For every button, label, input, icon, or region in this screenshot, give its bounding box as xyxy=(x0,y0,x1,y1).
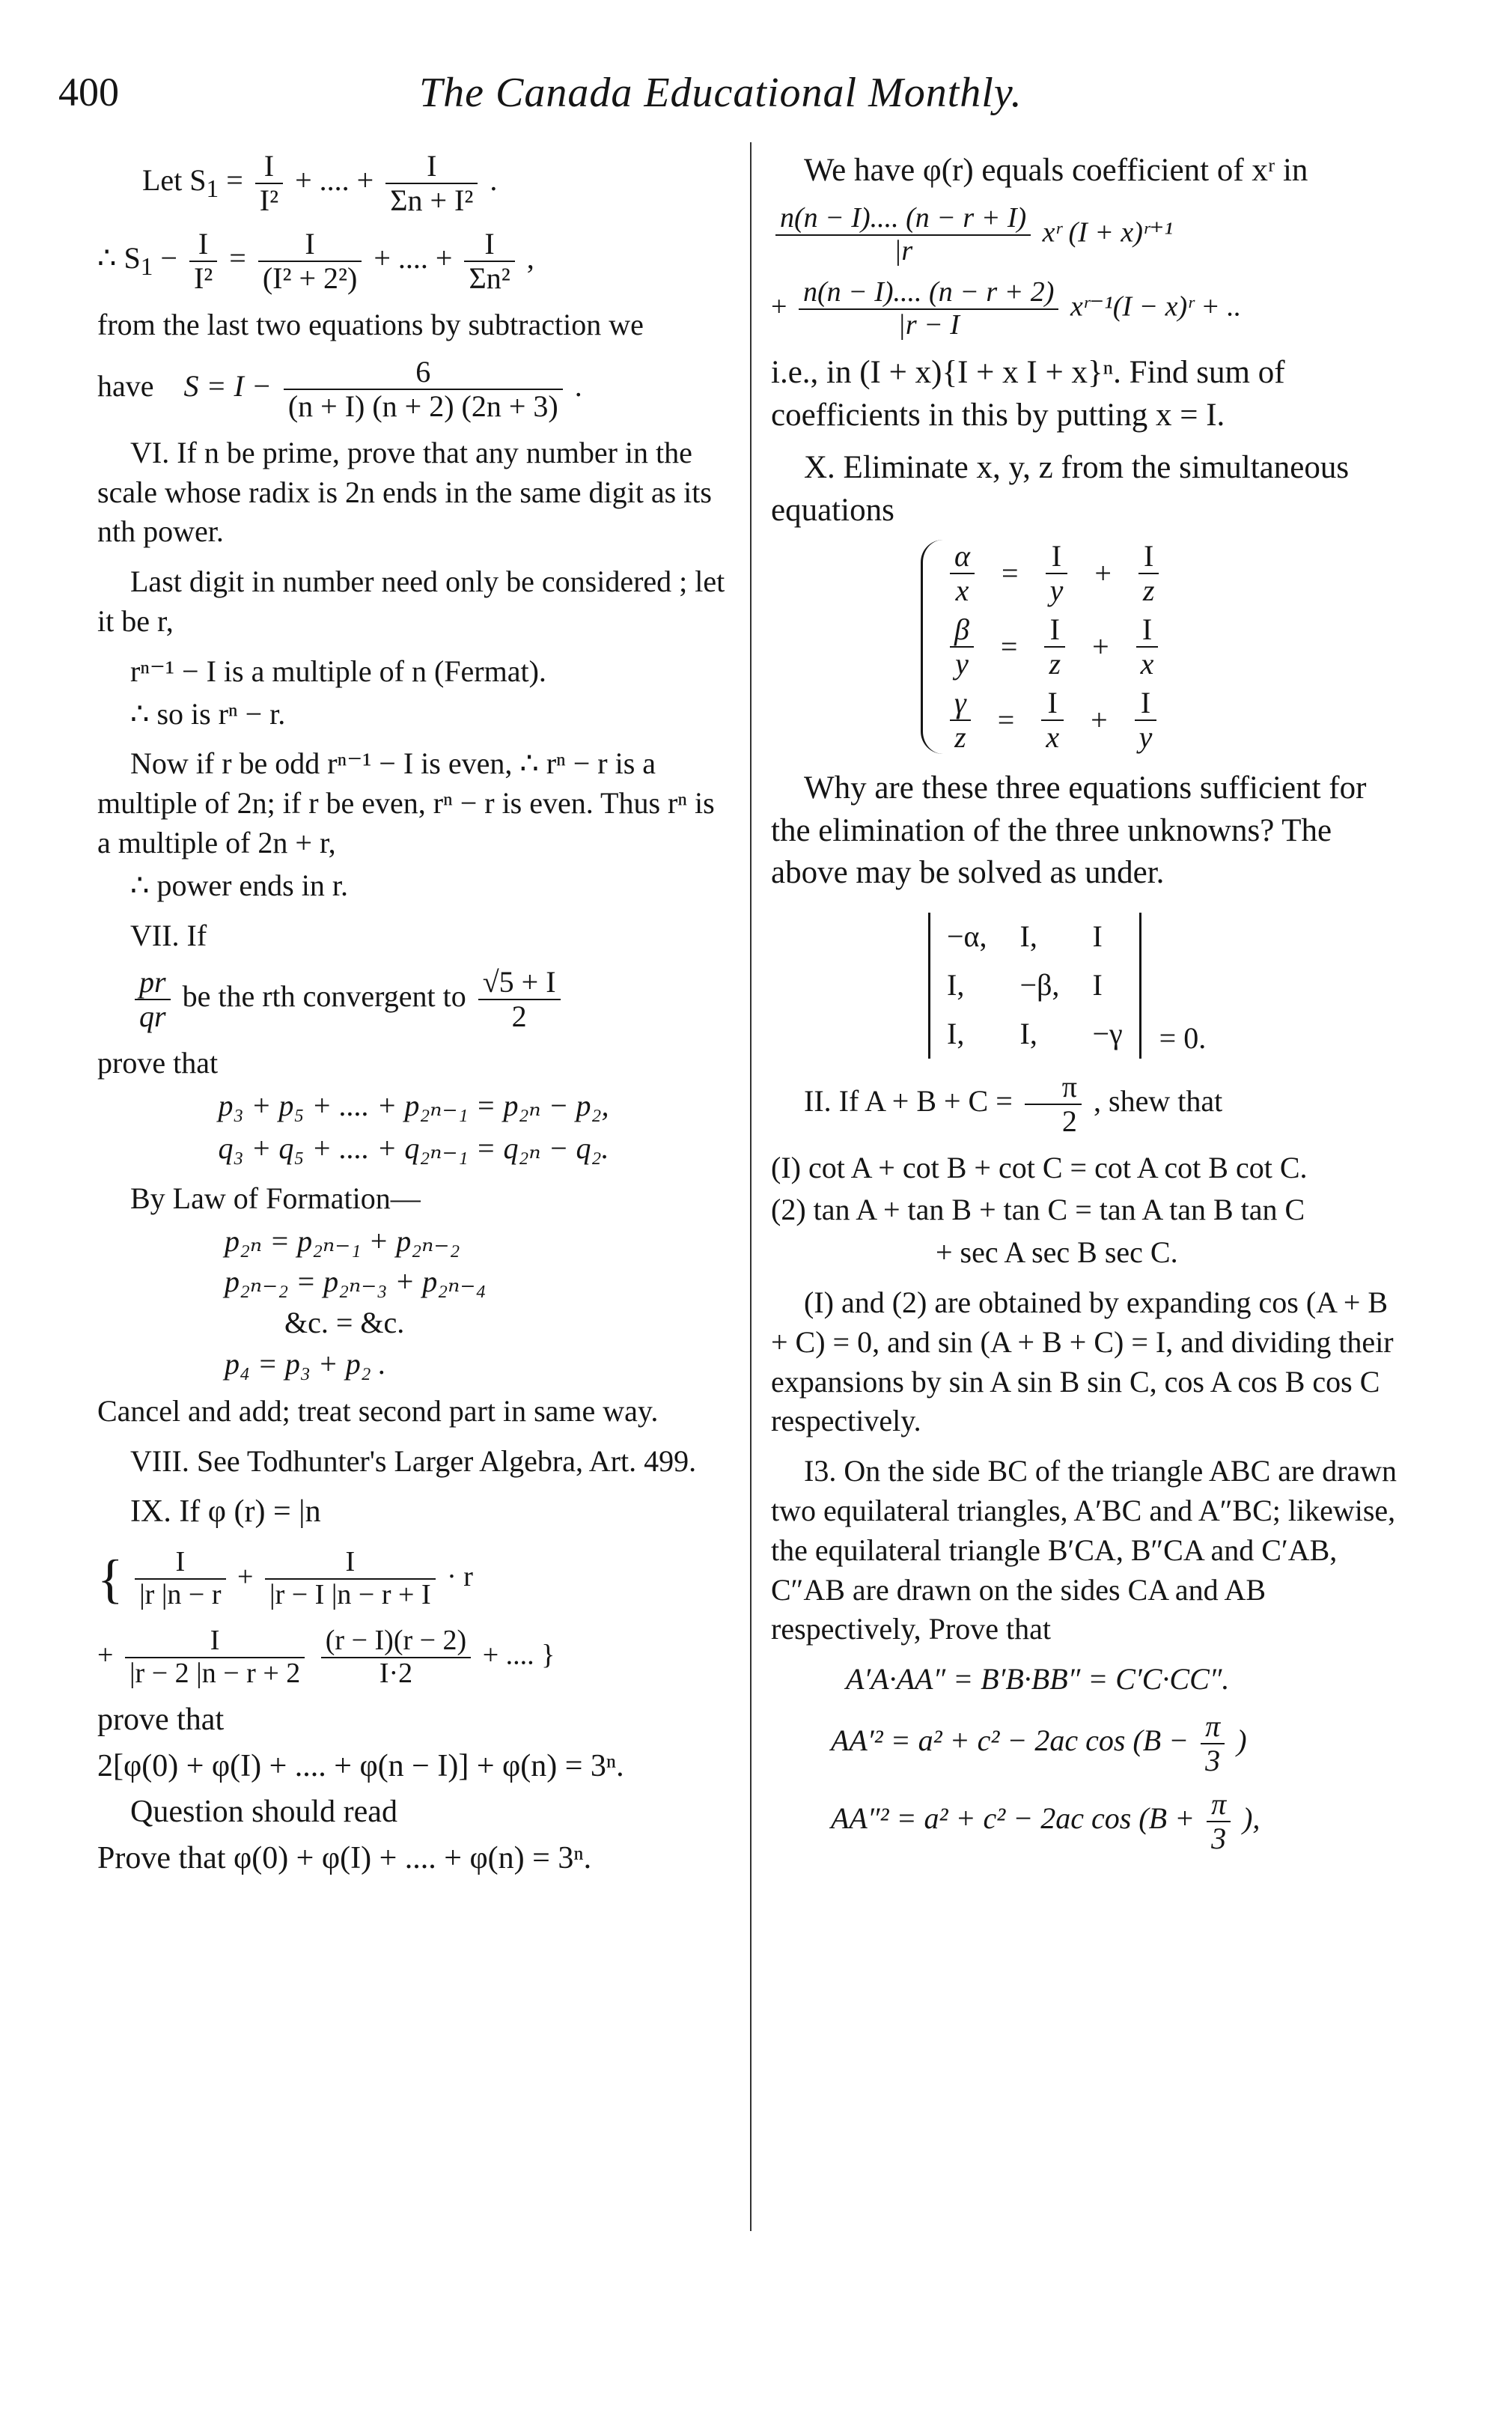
ix-series-2: + $\frac{I}{|r - 2 |n - r + 2}$ $\frac{(r - I)(r - 2)}{I\cdot 2}$ + .... } xyxy=(97,1624,555,1689)
vi-last-digit: Last digit in number need only be considered ; let it be r, xyxy=(97,565,725,638)
have-equation: have S = I − $\frac{6}{(n + I) (n + 2) (2n + 3)}$ . xyxy=(97,354,582,423)
vii-l2: p₂ₙ₋₂ = p₂ₙ₋₃ + p₂ₙ₋₄ xyxy=(225,1265,487,1299)
problem-vii: VII. If xyxy=(130,918,207,952)
ix-prove: prove that xyxy=(97,1703,225,1738)
vii-l4: p₄ = p₃ + p₂ . xyxy=(225,1346,386,1381)
ix-question: Question should read xyxy=(130,1795,397,1830)
ix-eq2: Prove that φ(0) + φ(I) + .... + φ(n) = 3ⁿ. xyxy=(97,1840,592,1875)
determinant-equals: = 0. xyxy=(1159,1020,1207,1055)
right-column xyxy=(771,150,1407,1866)
vi-fermat: rⁿ⁻¹ − I is a multiple of n (Fermat). xyxy=(130,654,546,688)
equation-row: α x = I y + I z xyxy=(945,540,1407,607)
running-title: The Canada Educational Monthly. xyxy=(419,70,1022,116)
problem-vi: VI. If n be prime, prove that any number in the scale whose radix is 2n ends in the same digit as its nth power. xyxy=(97,435,712,549)
ie-text: i.e., in (I + x){I + x I + x}ⁿ. Find sum of coefficients in this by putting x = I. xyxy=(771,354,1285,433)
r-expansion-2: + $\frac{n(n - I).... (n - r + 2)}{|r - I}$ xʳ⁻¹(I − x)ʳ + .. xyxy=(771,276,1242,341)
triangle-equation: A′A·AA″ = B′B·BB″ = C′C·CC″. xyxy=(846,1662,1230,1697)
column-divider xyxy=(750,142,752,2231)
problem-13: I3. On the side BC of the triangle ABC are drawn two equilateral triangles, A′BC and A″BC; likewise, the equilateral triangle B′CA, B″CA and C′AB, C″AB are drawn on the sides CA and AB respectively, Prove that xyxy=(771,1454,1397,1646)
vi-power: ∴ power ends in r. xyxy=(130,868,348,902)
aa-double-prime-eq: AA″² = a² + c² − 2ac cos (B + $\frac{\pi}{3}$ ), xyxy=(831,1786,1260,1855)
vii-eq2: q₃ + q₅ + .... + q₂ₙ₋₁ = q₂ₙ − q₂. xyxy=(218,1131,609,1165)
vii-prove: prove that xyxy=(97,1046,219,1080)
vii-law: By Law of Formation— xyxy=(130,1181,421,1215)
left-column xyxy=(97,150,730,1890)
equation-row: β y = I z + I x xyxy=(945,613,1407,681)
vii-cancel: Cancel and add; treat second part in same way. xyxy=(97,1393,659,1428)
aa-prime-eq: AA′² = a² + c² − 2ac cos (B − $\frac{\pi}{3}$ ) xyxy=(831,1708,1247,1777)
s1-definition: Let $S_1$ = $\frac{I}{\text{I²}}$ + .... + $\frac{I}{\text{Σn + I²}}$ . xyxy=(142,149,498,217)
ix-eq: 2[φ(0) + φ(I) + .... + φ(n − I)] + φ(n) = 3ⁿ. xyxy=(97,1748,624,1783)
problem-x: X. Eliminate x, y, z from the simultaneous equations xyxy=(771,450,1350,529)
problem-11: II. If A + B + C = $\frac{\pi}{2}$ , shew that xyxy=(804,1069,1223,1138)
eq-sec: + sec A sec B sec C. xyxy=(936,1235,1178,1270)
vii-l1: p₂ₙ = p₂ₙ₋₁ + p₂ₙ₋₂ xyxy=(225,1223,460,1258)
expansion-text: (I) and (2) are obtained by expanding cos (A + B + C) = 0, and sin (A + B + C) = I, and dividing their expansions by sin A sin B sin C, cos A cos B cos C respectively. xyxy=(771,1285,1394,1438)
vii-eq1: p₃ + p₅ + .... + p₂ₙ₋₁ = p₂ₙ − p₂, xyxy=(218,1089,609,1123)
ix-series-1: { $\frac{I}{|r |n - r}$ + $\frac{I}{|r - I |n - r + I}$ · r xyxy=(97,1546,473,1611)
we-have: We have φ(r) equals coefficient of xʳ in xyxy=(804,153,1308,188)
problem-viii: VIII. See Todhunter's Larger Algebra, Art. 499. xyxy=(130,1443,697,1478)
vii-l3: &c. = &c. xyxy=(284,1306,405,1340)
vii-convergent: $\frac{pr}{qr}$ be the rth convergent to $\frac{√5 + I}{2}$ xyxy=(130,966,730,1033)
equation-system xyxy=(921,540,1407,754)
vi-so: ∴ so is rⁿ − r. xyxy=(130,696,286,731)
subtraction-text: from the last two equations by subtraction we xyxy=(97,308,644,341)
page-number: 400 xyxy=(58,70,119,115)
s1-difference: ∴ $S_1$ − $\frac{I}{\text{I²}}$ = $\frac{I}{\text{(I² + 2²)}}$ + .... + $\frac{I}{\text{Σn²}}$ , xyxy=(97,227,534,295)
vi-now: Now if r be odd rⁿ⁻¹ − I is even, ∴ rⁿ − r is a multiple of 2n; if r be even, rⁿ − r is even. Thus rⁿ is a multiple of 2n + r, xyxy=(97,746,715,859)
page-header xyxy=(0,69,1512,129)
eq-tan: (2) tan A + tan B + tan C = tan A tan B tan C xyxy=(771,1193,1305,1227)
why-text: Why are these three equations sufficient for the elimination of the three unknowns? The above may be solved as under. xyxy=(771,770,1367,891)
eq-cot: (I) cot A + cot B + cot C = cot A cot B cot C. xyxy=(771,1150,1308,1184)
equation-row: γ z = I x + I y xyxy=(945,687,1407,754)
determinant: −α, I, I I, −β, I I, I, −γ = 0. xyxy=(928,913,1206,1058)
problem-ix: IX. If φ (r) = |n xyxy=(130,1494,321,1530)
r-expansion-1: $\frac{n(n - I).... (n - r + I)}{|r}$ xʳ (I + x)ʳ⁺¹ xyxy=(771,203,1407,267)
